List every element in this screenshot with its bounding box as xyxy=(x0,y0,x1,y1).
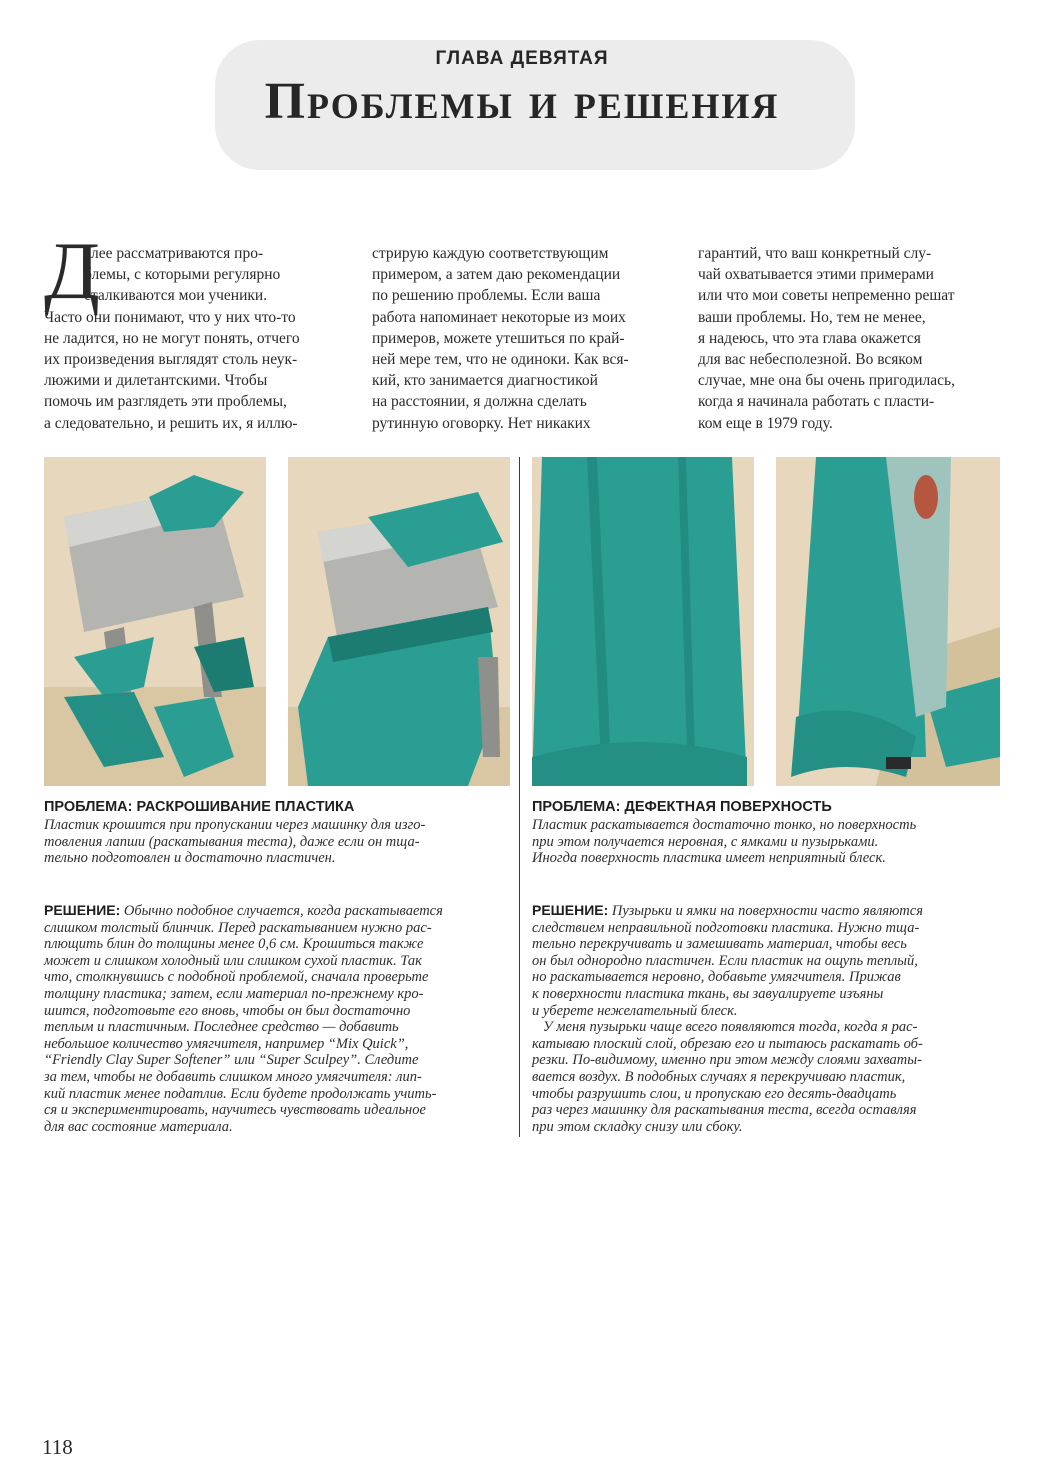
text-line: теплым и пластичным. Последнее средство — добавить xyxy=(44,1019,399,1036)
text-line: но раскатывается неровно, добавьте умягчителя. Прижав xyxy=(532,969,901,986)
photo-crumbled-clay xyxy=(44,457,266,786)
photo-defective-surface xyxy=(532,457,754,786)
text-line: тельно перекручивать и замешивать материал, чтобы весь xyxy=(532,936,907,953)
text-line: ком еще в 1979 году. xyxy=(698,414,833,432)
photo-finished-figure xyxy=(776,457,1000,786)
text-line: может и слишком холодный или слишком сухой пластик. Так xyxy=(44,952,422,969)
text-line: для вас небесполезной. Во всяком xyxy=(698,351,923,369)
text-line: за тем, чтобы не добавить слишком много умягчителя: лип- xyxy=(44,1068,422,1085)
text-line: я надеюсь, что эта глава окажется xyxy=(698,329,921,347)
text-line: при этом получается неровная, с ямками и пузырьками. xyxy=(532,833,879,850)
text-line: примером, а затем даю рекомендации xyxy=(372,266,621,284)
text-line: Иногда поверхность пластика имеет неприятный блеск. xyxy=(532,850,886,867)
text-line: вается воздух. В подобных случаях я перекручиваю пластик, xyxy=(532,1068,906,1085)
solution-first-line: Пузырьки и ямки на поверхности часто являются xyxy=(608,903,923,919)
text-line: или что мои советы непременно решат xyxy=(698,287,955,305)
text-line: толщину пластика; затем, если материал по-прежнему кро- xyxy=(44,985,424,1002)
solution-label: РЕШЕНИЕ: xyxy=(532,902,609,918)
text-line: гарантий, что ваш конкретный слу- xyxy=(698,245,932,262)
solution-text-surface xyxy=(532,902,923,1135)
intro-column-3 xyxy=(698,243,955,434)
text-line: сталкиваются мои ученики. xyxy=(84,287,268,305)
text-line: на расстоянии, я должна сделать xyxy=(372,393,587,411)
text-line: их произведения выглядят столь неук- xyxy=(44,351,298,369)
text-line: примеров, можете утешиться по край- xyxy=(372,329,625,347)
text-line: алее рассматриваются про- xyxy=(84,245,264,262)
column-divider xyxy=(519,457,520,1137)
text-line: раз через машинку для раскатывания теста, всегда оставляя xyxy=(532,1102,917,1119)
text-line: ваши проблемы. Но, тем не менее, xyxy=(698,308,926,326)
text-line: следствием неправильной подготовки пластика. Нужно тща- xyxy=(532,919,920,936)
text-line: кий пластик менее податлив. Если будете продолжать учить- xyxy=(44,1085,437,1102)
text-line: при этом складку снизу или сбоку. xyxy=(532,1118,743,1135)
drop-cap: Д xyxy=(44,225,100,316)
text-line: блемы, с которыми регулярно xyxy=(84,266,281,284)
text-line: не ладится, но не могут понять, отчего xyxy=(44,329,300,347)
photo-rolled-sheet xyxy=(288,457,510,786)
text-line: резки. По-видимому, именно при этом между слоями захваты- xyxy=(532,1052,922,1069)
text-line: люжими и дилетантскими. Чтобы xyxy=(44,372,268,390)
intro-column-1 xyxy=(44,243,300,434)
text-line: работа напоминает некоторые из моих xyxy=(372,308,626,326)
text-line: Часто они понимают, что у них что-то xyxy=(44,308,296,326)
text-line: катываю плоский слой, обрезаю его и пытаюсь раскатать об- xyxy=(532,1035,923,1052)
problem-heading-crumbling: ПРОБЛЕМА: РАСКРОШИВАНИЕ ПЛАСТИКА xyxy=(44,799,355,815)
text-line: к поверхности пластика ткань, вы завуалируете изъяны xyxy=(532,985,884,1002)
text-line: небольшое количество умягчителя, например “Mix Quick”, xyxy=(44,1035,409,1052)
text-line: по решению проблемы. Если ваша xyxy=(372,287,601,305)
text-line: чтобы разрушить слои, и пропускаю его десять-двадцать xyxy=(532,1085,897,1102)
text-line: для вас состояние материала. xyxy=(44,1118,233,1135)
solution-first-line: Обычно подобное случается, когда раскатывается xyxy=(120,903,443,919)
text-line: плющить блин до толщины менее 0,6 см. Крошиться также xyxy=(44,936,424,953)
text-line: Пластик раскатывается достаточно тонко, но поверхность xyxy=(532,817,917,833)
problem-text-crumbling xyxy=(44,817,425,867)
page-number: 118 xyxy=(42,1435,73,1459)
text-line: “Friendly Clay Super Softener” или “Super Sculpey”. Следите xyxy=(44,1052,419,1069)
text-line: ся и экспериментировать, научитесь чувствовать идеальное xyxy=(44,1102,426,1119)
text-line: тельно подготовлен и достаточно пластичен. xyxy=(44,850,336,867)
text-line: Пластик крошится при пропускании через машинку для изго- xyxy=(44,817,426,833)
problem-heading-surface: ПРОБЛЕМА: ДЕФЕКТНАЯ ПОВЕРХНОСТЬ xyxy=(532,799,832,815)
text-line: слишком толстый блинчик. Перед раскатыванием нужно рас- xyxy=(44,919,432,936)
text-line: товления лапши (раскатывания теста), даже если он тща- xyxy=(44,833,420,850)
text-line: чай охватывается этими примерами xyxy=(698,266,934,284)
text-line: стрирую каждую соответствующим xyxy=(372,245,609,262)
text-line: шится, подготовьте его вновь, чтобы он был достаточно xyxy=(44,1002,411,1019)
chapter-label: ГЛАВА ДЕВЯТАЯ xyxy=(435,48,609,69)
text-line: У меня пузырьки чаще всего появляются тогда, когда я рас- xyxy=(532,1019,918,1036)
text-line: ней мере тем, что не одиноки. Как вся- xyxy=(372,351,629,369)
text-line: и уберете нежелательный блеск. xyxy=(532,1002,738,1019)
text-line: когда я начинала работать с пласти- xyxy=(698,393,935,411)
text-line: кий, кто занимается диагностикой xyxy=(372,372,598,390)
text-line: помочь им разглядеть эти проблемы, xyxy=(44,393,287,411)
solution-label: РЕШЕНИЕ: xyxy=(44,902,121,918)
text-line: а следовательно, и решить их, я иллю- xyxy=(44,414,298,432)
text-line: что, столкнувшись с подобной проблемой, сначала проверьте xyxy=(44,969,429,986)
intro-column-2 xyxy=(372,243,629,434)
text-line: случае, мне она бы очень пригодилась, xyxy=(698,372,955,390)
page-title: Проблемы и решения xyxy=(264,73,780,130)
text-line: рутинную оговорку. Нет никаких xyxy=(372,414,591,432)
text-line: он был однородно пластичен. Если пластик на ощупь теплый, xyxy=(532,952,918,969)
solution-text-crumbling xyxy=(44,902,443,1135)
problem-text-surface xyxy=(532,817,916,867)
